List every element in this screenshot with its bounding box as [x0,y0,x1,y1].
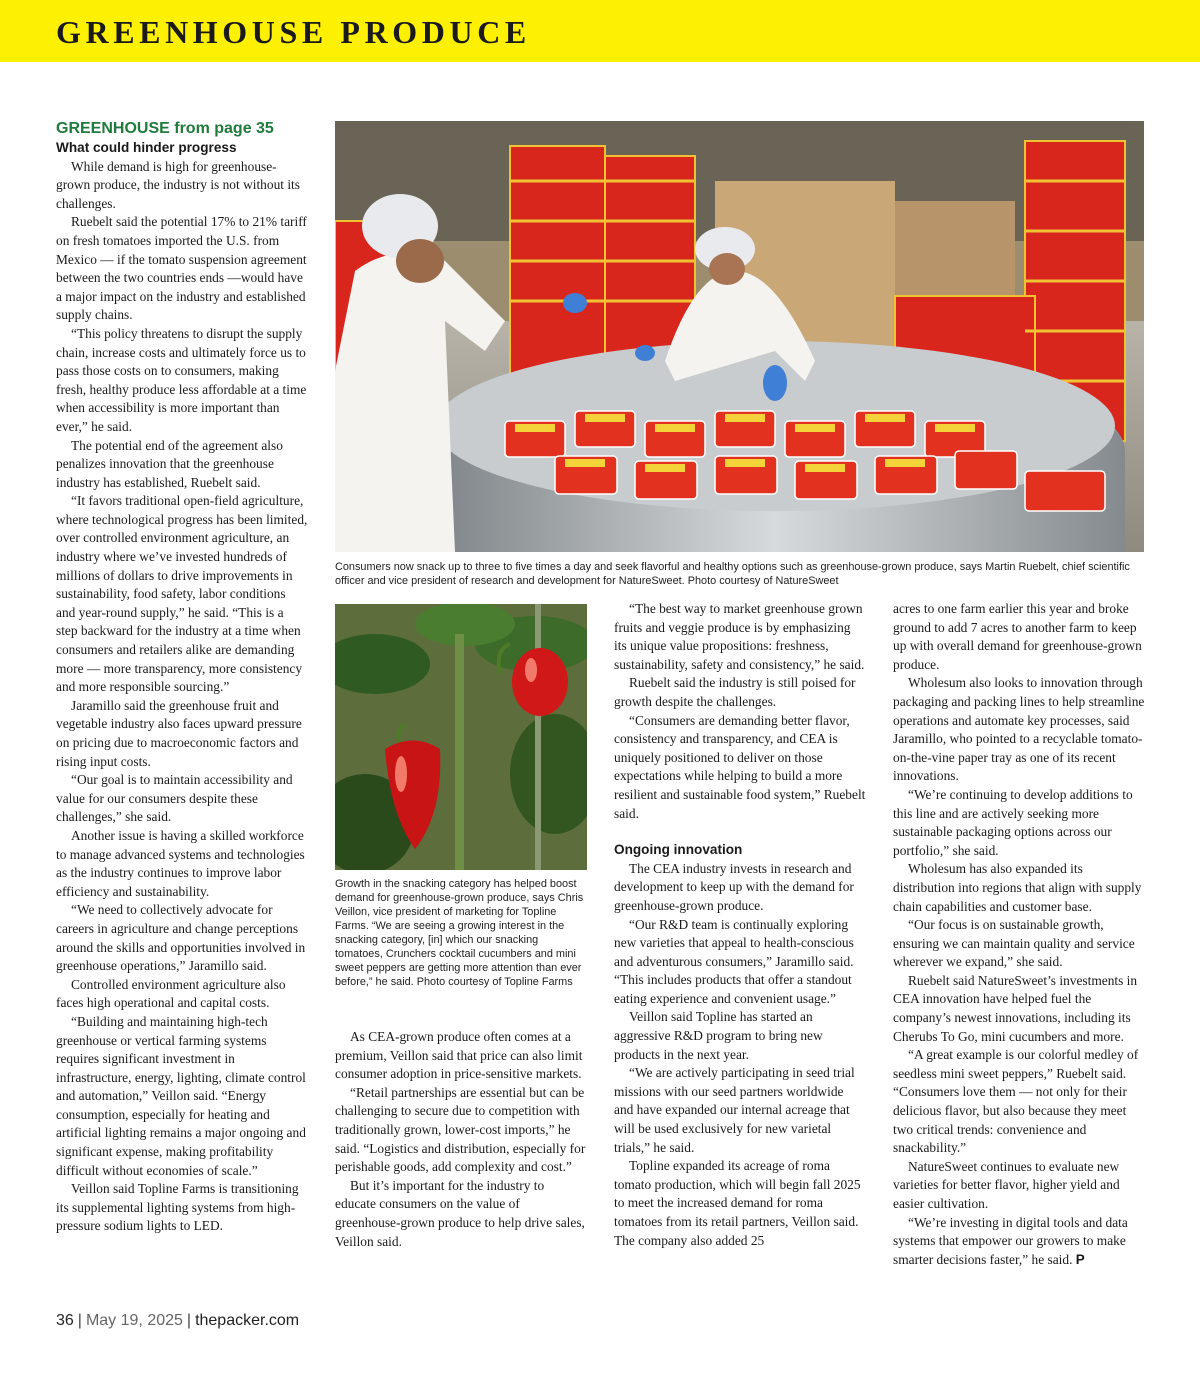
paragraph: Another issue is having a skilled workforce to manage advanced systems and technologies as the industry continues to improve labor efficiency and sustainability. [56,827,305,899]
paragraph: Veillon said Topline has started an aggressive R&D program to bring new products in the next year. [614,1009,823,1062]
footer-separator: | [77,1312,82,1329]
page-number: 36 [56,1312,74,1329]
pepper-photo-caption: Growth in the snacking category has helped boost demand for greenhouse-grown produce, says Chris Veillon, vice president of marketing for Topline Farms. “We are seeing a growing interest in the snacking category, [in] which our snacking tomatoes, Crunchers cocktail cucumbers and mini sweet peppers are getting more attention than ever before,” he said. Photo courtesy of Topline Farms [335,878,584,988]
paragraph: “We are actively participating in seed trial missions with our seed partners worldwide and have expanded our internal acreage that will be used exclusively for new varietal trials,” he said. [614,1065,855,1155]
paragraph: “It favors traditional open-field agriculture, where technological progress has been limited, over controlled environment agriculture, an industry where we’ve invested hundreds of millions of dollars to drive improvements in sustainability, food safety, labor conditions and year-round supply,” he said. “This is a step backward for the industry at a time when consumers and retailers alike are demanding more — more transparency, more consistency and more responsible sourcing.” [56,493,308,695]
section-banner [0,0,1200,62]
paragraph: “We need to collectively advocate for careers in agriculture and change perceptions around the skills and opportunities involved in greenhouse operations,” Jaramillo said. [56,902,306,974]
paragraph: “Consumers are demanding better flavor, consistency and transparency, and CEA is uniquely positioned to deliver on those expectations while helping to build a more resilient and sustainable food system,” Ruebelt said. [614,712,866,821]
jump-label: GREENHOUSE from page 35 [56,120,274,137]
article-column-3 [614,600,866,1250]
paragraph: Wholesum has also expanded its distribution into regions that align with supply chain capabilities and customer base. [893,861,1142,914]
paragraph: “We’re continuing to develop additions to this line and are actively seeking more sustainable packaging options across our portfolio,” she said. [893,786,1133,858]
pepper-plant-illustration [335,604,587,870]
paragraph: Controlled environment agriculture also faces high operational and capital costs. [56,976,286,1011]
final-paragraph-text: “We’re investing in digital tools and data systems that empower our growers to make smarter decisions faster,” he said. [893,1214,1128,1267]
paragraph: The CEA industry invests in research and development to keep up with the demand for greenhouse-grown produce. [614,860,854,913]
paragraph: As CEA-grown produce often comes at a premium, Veillon said that price can also limit consumer adoption in price-sensitive markets. [335,1029,583,1082]
paragraph: “This policy threatens to disrupt the supply chain, increase costs and ultimately force us to pass those costs on to consumers, making fresh, healthy produce less affordable at a time when accessibility is more important than ever,” he said. [56,325,307,434]
section-title: GREENHOUSE PRODUCE [56,14,531,50]
issue-date: May 19, 2025 [85,1312,183,1329]
footer-separator: | [186,1312,192,1329]
page-footer [56,1310,299,1332]
packing-line-illustration [335,121,1144,552]
site-link[interactable]: thepacker.com [195,1312,300,1329]
article-column-4 [893,600,1145,1269]
paragraph: “Building and maintaining high-tech greenhouse or vertical farming systems requires significant investment in infrastructure, energy, lighting, climate control and automation,” Veillon said. “Energy consumption, especially for heating and artificial lighting remains a major ongoing and significant expense, making profitability difficult without economies of scale.” [56,1013,306,1178]
paragraph: Veillon said Topline Farms is transitioning its supplemental lighting systems from high-pressure sodium lights to LED. [56,1181,299,1234]
packing-line-photo [335,121,1144,552]
article-column-2 [335,1028,587,1251]
paragraph: Topline expanded its acreage of roma tomato production, which will begin fall 2025 to meet the increased demand for roma tomatoes from its retail partners, Veillon said. The company also added 25 [614,1158,861,1248]
end-mark: P [1075,1251,1085,1267]
pepper-plant-photo [335,604,587,870]
paragraph: Wholesum also looks to innovation through packaging and packing lines to help streamline operations and automate key processes, said Jaramillo, who pointed to a recyclable tomato-on-the-vine paper tray as one of its recent innovations. [893,675,1145,784]
paragraph: “Our R&D team is continually exploring new varieties that appeal to health-conscious and adventurous consumers,” Jaramillo said. “This includes products that offer a standout eating experience and convenient usage.” [614,916,854,1006]
main-photo-caption: Consumers now snack up to three to five times a day and seek flavorful and healthy options such as greenhouse-grown produce, says Martin Ruebelt, chief scientific officer and vice president of research and development for NatureSweet. Photo courtesy of NatureSweet [335,561,1130,587]
paragraph: But it’s important for the industry to educate consumers on the value of greenhouse-grown produce to help drive sales, Veillon said. [335,1177,585,1249]
article-column-1 [56,119,308,1236]
paragraph: “Retail partnerships are essential but can be challenging to secure due to competition with traditionally grown, lower-cost imports,” he said. “Logistics and distribution, especially for perishable goods, add complexity and cost.” [335,1084,586,1175]
paragraph: NatureSweet continues to evaluate new varieties for better flavor, higher yield and easier cultivation. [893,1158,1120,1211]
subhead-ongoing-innovation: Ongoing innovation [614,842,743,858]
paragraph: The potential end of the agreement also penalizes innovation that the greenhouse industry has established, Ruebelt said. [56,437,283,490]
paragraph: Ruebelt said NatureSweet’s investments in CEA innovation have helped fuel the company’s newest innovations, including its Cherubs To Go, mini cucumbers and more. [893,972,1138,1044]
paragraph: “A great example is our colorful medley of seedless mini sweet peppers,” Ruebelt said. “Consumers love them — not only for their delicious flavor, but also because they meet two critical trends: convenience and snackability.” [893,1047,1139,1156]
subhead-hinder-progress: What could hinder progress [56,140,237,155]
paragraph: “Our goal is to maintain accessibility and value for our consumers despite these challenges,” she said. [56,772,293,825]
paragraph: Ruebelt said the industry is still poised for growth despite the challenges. [614,675,856,709]
paragraph: While demand is high for greenhouse-grown produce, the industry is not without its challenges. [56,158,300,211]
paragraph: Ruebelt said the potential 17% to 21% tariff on fresh tomatoes imported the U.S. from Mexico — if the tomato suspension agreement between the two countries ends —would have a major impact on the industry and established supply chains. [56,214,307,323]
paragraph: Jaramillo said the greenhouse fruit and vegetable industry also faces upward pressure on pricing due to macroeconomic factors and rising input costs. [56,697,302,769]
paragraph [893,1214,1145,1270]
paragraph: acres to one farm earlier this year and broke ground to add 7 acres to another farm to keep up with overall demand for greenhouse-grown produce. [893,601,1142,672]
paragraph: “Our focus is on sustainable growth, ensuring we can maintain quality and service wherever we expand,” she said. [893,917,1135,970]
paragraph: “The best way to market greenhouse grown fruits and veggie produce is by emphasizing its unique value propositions: freshness, sustainability, safety and consistency,” he said. [614,601,865,672]
